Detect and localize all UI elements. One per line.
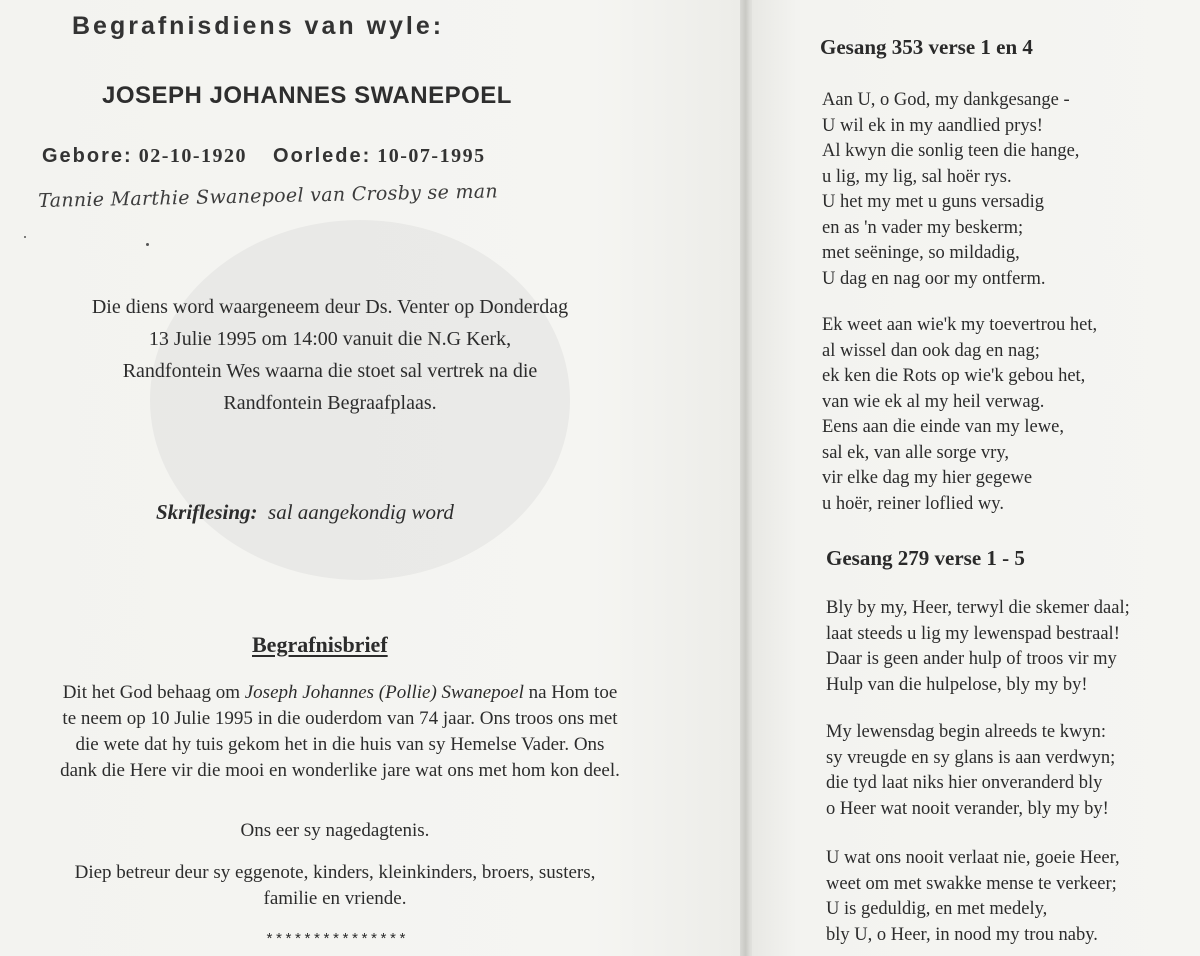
verse-line: Ek weet aan wie'k my toevertrou het,	[822, 315, 1098, 335]
letter-line: te neem op 10 Julie 1995 in die ouderdom van 74 jaar. Ons troos ons met	[62, 708, 618, 729]
verse-line: U is geduldig, en met medely,	[826, 899, 1048, 919]
scripture-label: Skriflesing:	[156, 500, 258, 524]
dates-row	[42, 145, 486, 168]
tribute-line: Ons eer sy nagedagtenis.	[240, 820, 430, 841]
verse-line: Daar is geen ander hulp of troos vir my	[826, 649, 1117, 669]
service-line: Randfontein Begraafplaas.	[223, 392, 437, 414]
ink-speck	[146, 243, 149, 246]
verse-line: en as 'n vader my beskerm;	[822, 217, 1024, 238]
hymn2-title: Gesang 279 verse 1 - 5	[826, 546, 1025, 570]
verse-line: sal ek, van alle sorge vry,	[822, 442, 1009, 463]
verse-line: Bly by my, Heer, terwyl die skemer daal;	[826, 598, 1130, 618]
verse-line: My lewensdag begin alreeds te kwyn:	[826, 722, 1106, 742]
verse-line: Al kwyn die sonlig teen die hange,	[822, 141, 1080, 161]
verse-line: al wissel dan ook dag en nag;	[822, 340, 1040, 361]
died-date: 10-07-1995	[377, 145, 486, 167]
verse-line: van wie ek al my heil verwag.	[822, 391, 1045, 412]
letter-line: dank die Here vir die mooi en wonderlike jare wat ons met hom kon deel.	[60, 760, 620, 781]
service-title: Begrafnisdiens van wyle:	[72, 12, 445, 40]
verse-line: o Heer wat nooit verander, bly my by!	[826, 798, 1109, 819]
hymn1-verse2	[822, 313, 1097, 517]
scripture-text: sal aangekondig word	[268, 500, 454, 524]
letter-line: Dit het God behaag om Joseph Johannes (Pollie) Swanepoel na Hom toe	[62, 682, 618, 703]
deceased-name: JOSEPH JOHANNES SWANEPOEL	[102, 82, 512, 109]
letter-body	[10, 680, 670, 784]
service-line: Randfontein Wes waarna die stoet sal vertrek na die	[122, 360, 538, 382]
born-label: Gebore:	[42, 145, 133, 167]
scripture-line	[156, 500, 454, 525]
verse-line: U wil ek in my aandlied prys!	[822, 115, 1043, 136]
verse-line: u hoër, reiner loflied wy.	[822, 493, 1004, 514]
letter-heading: Begrafnisbrief	[252, 632, 388, 657]
service-details	[20, 291, 640, 419]
verse-line: bly U, o Heer, in nood my trou naby.	[826, 924, 1098, 945]
verse-line: U wat ons nooit verlaat nie, goeie Heer,	[826, 848, 1120, 868]
hymn1-title: Gesang 353 verse 1 en 4	[820, 35, 1033, 59]
verse-line: vir elke dag my hier gegewe	[822, 468, 1033, 488]
mourners-text	[20, 860, 650, 912]
verse-line: met seëninge, so mildadig,	[822, 243, 1020, 263]
handwritten-note: Tannie Marthie Swanepoel van Crosby se man	[38, 180, 499, 212]
mourners-line: Diep betreur deur sy eggenote, kinders, kleinkinders, broers, susters,	[74, 862, 596, 883]
hymn2-verse2	[826, 720, 1115, 822]
hymn2-verse3	[826, 846, 1120, 948]
born-date: 02-10-1920	[138, 145, 248, 167]
verse-line: Eens aan die einde van my lewe,	[822, 417, 1064, 437]
died-label: Oorlede:	[273, 145, 372, 167]
service-line: Die diens word waargeneem deur Ds. Venter op Donderdag	[91, 296, 569, 318]
verse-line: Aan U, o God, my dankgesange -	[822, 90, 1070, 110]
letter-line: die wete dat hy tuis gekom het in die huis van sy Hemelse Vader. Ons	[75, 734, 605, 755]
hymn2-verse1	[826, 596, 1130, 698]
verse-line: laat steeds u lig my lewenspad bestraal!	[826, 623, 1120, 644]
verse-line: Hulp van die hulpelose, bly my by!	[826, 674, 1088, 695]
verse-line: sy vreugde en sy glans is aan verdwyn;	[826, 747, 1116, 768]
verse-line: weet om met swakke mense te verkeer;	[826, 873, 1117, 894]
verse-line: u lig, my lig, sal hoër rys.	[822, 166, 1012, 187]
verse-line: U het my met u guns versadig	[822, 192, 1044, 212]
verse-line: die tyd laat niks hier onveranderd bly	[826, 773, 1103, 793]
verse-line: U dag en nag oor my ontferm.	[822, 268, 1046, 289]
asterisk-divider: ***************	[265, 932, 408, 949]
letter-name: Joseph Johannes (Pollie) Swanepoel	[244, 682, 524, 703]
service-line: 13 Julie 1995 om 14:00 vanuit die N.G Kerk,	[148, 328, 512, 350]
hymn1-verse1	[822, 88, 1079, 292]
mourners-line: familie en vriende.	[263, 888, 407, 909]
verse-line: ek ken die Rots op wie'k gebou het,	[822, 366, 1086, 386]
ink-speck	[24, 236, 26, 238]
